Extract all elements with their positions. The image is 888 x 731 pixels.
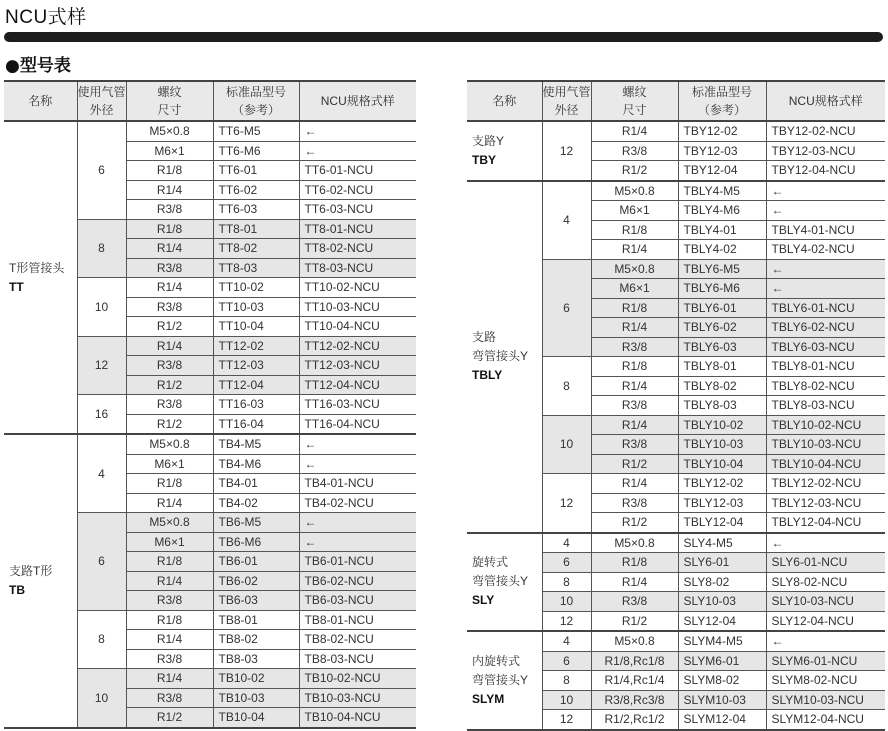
thread-size-cell: R1/4: [591, 318, 678, 338]
model-code: TT: [9, 279, 24, 294]
fitting-name: 支路T形: [9, 563, 53, 578]
standard-model-cell: TB8-03: [213, 649, 299, 669]
standard-model-cell: TT10-02: [213, 278, 299, 298]
thread-size-cell: R1/2: [126, 317, 213, 337]
thread-size-cell: R1/4: [591, 572, 678, 592]
ncu-model-cell: SLYM6-01-NCU: [766, 651, 885, 671]
ncu-model-cell: TT8-03-NCU: [299, 258, 416, 278]
ncu-model-cell: TBLY10-02-NCU: [766, 415, 885, 435]
thread-size-cell: R1/2: [126, 414, 213, 434]
header-text: 尺寸: [622, 103, 647, 117]
table-body: [4, 121, 416, 728]
standard-model-cell: TB6-M5: [213, 513, 299, 533]
standard-model-cell: TBLY6-02: [678, 318, 766, 338]
thread-size-cell: R1/8: [591, 357, 678, 377]
ncu-model-cell: SLYM10-03-NCU: [766, 690, 885, 710]
col-header-ncu-model: [299, 81, 416, 121]
ncu-model-cell: TB8-01-NCU: [299, 610, 416, 630]
standard-model-cell: TT12-04: [213, 375, 299, 395]
thread-size-cell: R1/4: [591, 415, 678, 435]
standard-model-cell: TB4-M6: [213, 454, 299, 474]
ncu-model-cell: ←: [766, 631, 885, 651]
standard-model-cell: TBLY10-04: [678, 454, 766, 474]
ncu-model-cell: ←: [766, 533, 885, 553]
thread-size-cell: R3/8: [126, 688, 213, 708]
model-code: TBLY: [472, 368, 503, 382]
standard-model-cell: SLYM10-03: [678, 690, 766, 710]
ncu-model-cell: TB6-01-NCU: [299, 552, 416, 572]
table-row: [467, 631, 885, 651]
table-header: [467, 81, 885, 121]
header-text: 使用气管: [542, 85, 591, 99]
ncu-model-cell: ←: [766, 279, 885, 299]
table-row: [4, 434, 416, 454]
standard-model-cell: TT6-01: [213, 161, 299, 181]
ncu-model-cell: TB10-04-NCU: [299, 708, 416, 728]
standard-model-cell: TT6-M5: [213, 121, 299, 141]
thread-size-cell: M5×0.8: [126, 513, 213, 533]
thread-size-cell: R3/8: [591, 396, 678, 416]
tube-od-cell: 8: [77, 219, 126, 278]
tube-od-cell: 6: [542, 651, 591, 671]
tube-od-cell: 6: [77, 121, 126, 219]
thread-size-cell: R1/4: [591, 240, 678, 260]
thread-size-cell: M6×1: [126, 141, 213, 161]
tube-od-cell: 8: [77, 610, 126, 669]
ncu-model-cell: TT12-02-NCU: [299, 336, 416, 356]
thread-size-cell: M5×0.8: [591, 631, 678, 651]
standard-model-cell: TT10-04: [213, 317, 299, 337]
fitting-name-cell: [4, 434, 77, 728]
standard-model-cell: TT8-01: [213, 219, 299, 239]
tube-od-cell: 10: [77, 278, 126, 337]
header-text: 名称: [28, 94, 53, 108]
thread-size-cell: R1/8: [591, 553, 678, 573]
ncu-model-cell: SLY6-01-NCU: [766, 553, 885, 573]
ncu-model-cell: TT10-02-NCU: [299, 278, 416, 298]
model-table-left: [4, 80, 416, 729]
thread-size-cell: R1/4,Rc1/4: [591, 671, 678, 691]
thread-size-cell: R1/8: [126, 474, 213, 494]
thread-size-cell: R1/2: [591, 454, 678, 474]
ncu-model-cell: ←: [766, 181, 885, 201]
standard-model-cell: TT8-02: [213, 239, 299, 259]
standard-model-cell: TBLY4-M6: [678, 201, 766, 221]
ncu-model-cell: TBLY10-04-NCU: [766, 454, 885, 474]
thread-size-cell: R3/8: [591, 592, 678, 612]
ncu-model-cell: TB4-02-NCU: [299, 493, 416, 513]
thread-size-cell: M6×1: [126, 454, 213, 474]
col-header-standard-model: [678, 81, 766, 121]
thread-size-cell: R3/8: [126, 297, 213, 317]
ncu-model-cell: TT16-04-NCU: [299, 414, 416, 434]
tube-od-cell: 4: [542, 533, 591, 553]
fitting-name: T形管接头: [9, 260, 65, 275]
col-header-standard-model: [213, 81, 299, 121]
standard-model-cell: SLY4-M5: [678, 533, 766, 553]
ncu-model-cell: SLY8-02-NCU: [766, 572, 885, 592]
col-header-name: [467, 81, 542, 121]
fitting-name: 旋转式: [472, 555, 509, 570]
model-code: TBY: [472, 152, 496, 167]
tube-od-cell: 16: [77, 395, 126, 435]
tube-od-cell: 12: [542, 710, 591, 730]
fitting-name-cell: [467, 631, 542, 730]
ncu-model-cell: ←: [299, 532, 416, 552]
standard-model-cell: SLY12-04: [678, 611, 766, 631]
header-text: 外径: [89, 103, 114, 117]
standard-model-cell: TBLY4-01: [678, 220, 766, 240]
thread-size-cell: R3/8: [591, 337, 678, 357]
tube-od-cell: 12: [542, 121, 591, 181]
tube-od-cell: 4: [542, 181, 591, 260]
ncu-model-cell: TT10-04-NCU: [299, 317, 416, 337]
fitting-name-cell: [467, 533, 542, 632]
thread-size-cell: R3/8: [126, 395, 213, 415]
model-code: SLYM: [472, 691, 505, 706]
model-code: SLY: [472, 593, 495, 608]
thread-size-cell: R3/8: [126, 200, 213, 220]
standard-model-cell: SLYM12-04: [678, 710, 766, 730]
table-row: [467, 181, 885, 201]
standard-model-cell: TBY12-03: [678, 141, 766, 161]
tube-od-cell: 6: [542, 553, 591, 573]
thread-size-cell: R1/4: [126, 669, 213, 689]
tube-od-cell: 6: [77, 513, 126, 611]
ncu-model-cell: TT6-02-NCU: [299, 180, 416, 200]
thread-size-cell: R1/8,Rc1/8: [591, 651, 678, 671]
standard-model-cell: TB10-02: [213, 669, 299, 689]
standard-model-cell: SLYM8-02: [678, 671, 766, 691]
thread-size-cell: M6×1: [591, 279, 678, 299]
table-row: [4, 121, 416, 141]
ncu-model-cell: ←: [299, 513, 416, 533]
thread-size-cell: R1/8: [126, 219, 213, 239]
standard-model-cell: TT16-04: [213, 414, 299, 434]
ncu-model-cell: TBLY6-03-NCU: [766, 337, 885, 357]
tube-od-cell: 8: [542, 357, 591, 416]
fitting-name: 弯管接头Y: [472, 349, 529, 363]
ncu-model-cell: TBLY12-04-NCU: [766, 513, 885, 533]
standard-model-cell: TT12-03: [213, 356, 299, 376]
thread-size-cell: M6×1: [126, 532, 213, 552]
fitting-name-cell: [4, 121, 77, 434]
col-header-thread: [126, 81, 213, 121]
tube-od-cell: 4: [77, 434, 126, 513]
standard-model-cell: TBLY12-02: [678, 474, 766, 494]
thread-size-cell: R3/8: [591, 141, 678, 161]
thread-size-cell: R1/4: [126, 278, 213, 298]
thread-size-cell: R1/4: [126, 239, 213, 259]
model-code: TB: [9, 582, 25, 597]
header-text: 标准品型号: [225, 85, 286, 99]
standard-model-cell: TB8-02: [213, 630, 299, 650]
thread-size-cell: R3/8: [591, 435, 678, 455]
ncu-model-cell: TBLY12-02-NCU: [766, 474, 885, 494]
ncu-model-cell: SLY10-03-NCU: [766, 592, 885, 612]
thread-size-cell: R1/4: [591, 474, 678, 494]
title-rule: [4, 32, 883, 42]
thread-size-cell: R1/8: [126, 161, 213, 181]
col-header-thread: [591, 81, 678, 121]
tube-od-cell: 4: [542, 631, 591, 651]
ncu-model-cell: TT16-03-NCU: [299, 395, 416, 415]
header-text: 名称: [492, 94, 517, 108]
ncu-model-cell: TB8-03-NCU: [299, 649, 416, 669]
thread-size-cell: R3/8: [126, 591, 213, 611]
ncu-model-cell: ←: [766, 259, 885, 279]
thread-size-cell: R1/4: [591, 376, 678, 396]
thread-size-cell: R3/8: [126, 649, 213, 669]
ncu-model-cell: TT12-03-NCU: [299, 356, 416, 376]
thread-size-cell: R1/2: [591, 513, 678, 533]
header-text: 使用气管: [77, 85, 126, 99]
standard-model-cell: TBLY12-03: [678, 493, 766, 513]
standard-model-cell: TB10-04: [213, 708, 299, 728]
ncu-model-cell: TBLY10-03-NCU: [766, 435, 885, 455]
ncu-model-cell: ←: [299, 141, 416, 161]
table-header: [4, 81, 416, 121]
ncu-model-cell: ←: [299, 454, 416, 474]
standard-model-cell: TBLY10-02: [678, 415, 766, 435]
standard-model-cell: TT6-M6: [213, 141, 299, 161]
ncu-model-cell: SLY12-04-NCU: [766, 611, 885, 631]
thread-size-cell: R1/4: [126, 493, 213, 513]
thread-size-cell: M5×0.8: [126, 434, 213, 454]
standard-model-cell: SLYM4-M5: [678, 631, 766, 651]
thread-size-cell: R3/8: [591, 493, 678, 513]
standard-model-cell: TB4-02: [213, 493, 299, 513]
standard-model-cell: TT12-02: [213, 336, 299, 356]
standard-model-cell: TBLY10-03: [678, 435, 766, 455]
ncu-model-cell: TBLY8-01-NCU: [766, 357, 885, 377]
ncu-model-cell: ←: [766, 201, 885, 221]
tube-od-cell: 12: [77, 336, 126, 395]
header-row: [467, 81, 885, 121]
thread-size-cell: R1/4: [126, 336, 213, 356]
standard-model-cell: TT6-03: [213, 200, 299, 220]
ncu-model-cell: TT12-04-NCU: [299, 375, 416, 395]
header-text: （参考）: [697, 103, 746, 117]
ncu-model-cell: ←: [299, 434, 416, 454]
thread-size-cell: R1/4: [126, 630, 213, 650]
col-header-tube-od: [542, 81, 591, 121]
thread-size-cell: M5×0.8: [126, 121, 213, 141]
standard-model-cell: TBLY6-M6: [678, 279, 766, 299]
col-header-ncu-model: [766, 81, 885, 121]
standard-model-cell: TB4-01: [213, 474, 299, 494]
header-text: 标准品型号: [691, 85, 752, 99]
ncu-model-cell: TBLY8-02-NCU: [766, 376, 885, 396]
standard-model-cell: TB10-03: [213, 688, 299, 708]
section-title: ●型号表: [5, 56, 71, 76]
thread-size-cell: R3/8,Rc3/8: [591, 690, 678, 710]
standard-model-cell: TBLY8-02: [678, 376, 766, 396]
ncu-model-cell: TBLY12-03-NCU: [766, 493, 885, 513]
fitting-name: 支路: [472, 330, 497, 344]
tube-od-cell: 10: [77, 669, 126, 728]
standard-model-cell: TB8-01: [213, 610, 299, 630]
standard-model-cell: TBLY6-03: [678, 337, 766, 357]
page-title: NCU式样: [5, 7, 87, 28]
ncu-model-cell: TBLY8-03-NCU: [766, 396, 885, 416]
standard-model-cell: TT6-02: [213, 180, 299, 200]
ncu-model-cell: TBLY6-01-NCU: [766, 298, 885, 318]
col-header-tube-od: [77, 81, 126, 121]
thread-size-cell: M5×0.8: [591, 533, 678, 553]
ncu-model-cell: ←: [299, 121, 416, 141]
fitting-name-cell: [467, 121, 542, 181]
header-text: NCU规格式样: [320, 94, 395, 108]
standard-model-cell: TBLY6-M5: [678, 259, 766, 279]
model-table-right: [467, 80, 885, 731]
header-text: 外径: [554, 103, 579, 117]
fitting-name: 弯管接头Y: [472, 574, 529, 589]
standard-model-cell: TBLY8-01: [678, 357, 766, 377]
ncu-model-cell: TBLY4-02-NCU: [766, 240, 885, 260]
ncu-model-cell: TT8-02-NCU: [299, 239, 416, 259]
fitting-name-cell: [467, 181, 542, 533]
standard-model-cell: TBLY12-04: [678, 513, 766, 533]
standard-model-cell: TT16-03: [213, 395, 299, 415]
standard-model-cell: TB6-M6: [213, 532, 299, 552]
thread-size-cell: R1/2,Rc1/2: [591, 710, 678, 730]
thread-size-cell: R1/8: [591, 298, 678, 318]
ncu-model-cell: TB10-02-NCU: [299, 669, 416, 689]
thread-size-cell: R3/8: [126, 258, 213, 278]
thread-size-cell: R1/2: [591, 161, 678, 181]
ncu-model-cell: TT10-03-NCU: [299, 297, 416, 317]
ncu-model-cell: TB8-02-NCU: [299, 630, 416, 650]
thread-size-cell: R1/4: [126, 180, 213, 200]
standard-model-cell: TBLY4-M5: [678, 181, 766, 201]
ncu-model-cell: TBY12-02-NCU: [766, 121, 885, 141]
ncu-model-cell: TT6-03-NCU: [299, 200, 416, 220]
tube-od-cell: 12: [542, 611, 591, 631]
ncu-model-cell: TB10-03-NCU: [299, 688, 416, 708]
standard-model-cell: TB6-01: [213, 552, 299, 572]
fitting-name: 支路Y: [472, 133, 505, 148]
ncu-model-cell: SLYM12-04-NCU: [766, 710, 885, 730]
thread-size-cell: R1/4: [126, 571, 213, 591]
ncu-model-cell: TB4-01-NCU: [299, 474, 416, 494]
ncu-model-cell: TT8-01-NCU: [299, 219, 416, 239]
header-text: 尺寸: [157, 103, 182, 117]
thread-size-cell: R3/8: [126, 356, 213, 376]
standard-model-cell: TBLY4-02: [678, 240, 766, 260]
ncu-model-cell: TB6-03-NCU: [299, 591, 416, 611]
thread-size-cell: R1/8: [126, 610, 213, 630]
standard-model-cell: TBY12-02: [678, 121, 766, 141]
thread-size-cell: R1/4: [591, 121, 678, 141]
tube-od-cell: 8: [542, 671, 591, 691]
tube-od-cell: 10: [542, 592, 591, 612]
tube-od-cell: 10: [542, 690, 591, 710]
ncu-model-cell: TBY12-03-NCU: [766, 141, 885, 161]
standard-model-cell: TB4-M5: [213, 434, 299, 454]
header-text: 螺纹: [157, 85, 182, 99]
ncu-model-cell: TBLY6-02-NCU: [766, 318, 885, 338]
standard-model-cell: TT8-03: [213, 258, 299, 278]
table-body: [467, 121, 885, 730]
thread-size-cell: R1/2: [126, 375, 213, 395]
thread-size-cell: M5×0.8: [591, 259, 678, 279]
table-row: [467, 121, 885, 141]
ncu-model-cell: TT6-01-NCU: [299, 161, 416, 181]
tube-od-cell: 6: [542, 259, 591, 357]
thread-size-cell: R1/8: [126, 552, 213, 572]
ncu-model-cell: TB6-02-NCU: [299, 571, 416, 591]
ncu-model-cell: SLYM8-02-NCU: [766, 671, 885, 691]
standard-model-cell: SLY10-03: [678, 592, 766, 612]
fitting-name: 内旋转式: [472, 653, 521, 668]
tube-od-cell: 10: [542, 415, 591, 474]
ncu-model-cell: TBLY4-01-NCU: [766, 220, 885, 240]
standard-model-cell: TBY12-04: [678, 161, 766, 181]
header-text: NCU规格式样: [788, 94, 863, 108]
header-text: 螺纹: [622, 85, 647, 99]
standard-model-cell: TBLY8-03: [678, 396, 766, 416]
table-row: [467, 533, 885, 553]
header-row: [4, 81, 416, 121]
thread-size-cell: R1/2: [126, 708, 213, 728]
ncu-model-cell: TBY12-04-NCU: [766, 161, 885, 181]
standard-model-cell: TB6-03: [213, 591, 299, 611]
tube-od-cell: 8: [542, 572, 591, 592]
col-header-name: [4, 81, 77, 121]
standard-model-cell: SLYM6-01: [678, 651, 766, 671]
standard-model-cell: TB6-02: [213, 571, 299, 591]
standard-model-cell: TBLY6-01: [678, 298, 766, 318]
fitting-name: 弯管接头Y: [472, 672, 529, 687]
thread-size-cell: R1/8: [591, 220, 678, 240]
thread-size-cell: M5×0.8: [591, 181, 678, 201]
thread-size-cell: R1/2: [591, 611, 678, 631]
thread-size-cell: M6×1: [591, 201, 678, 221]
tube-od-cell: 12: [542, 474, 591, 533]
standard-model-cell: SLY6-01: [678, 553, 766, 573]
standard-model-cell: TT10-03: [213, 297, 299, 317]
header-text: （参考）: [231, 103, 280, 117]
standard-model-cell: SLY8-02: [678, 572, 766, 592]
